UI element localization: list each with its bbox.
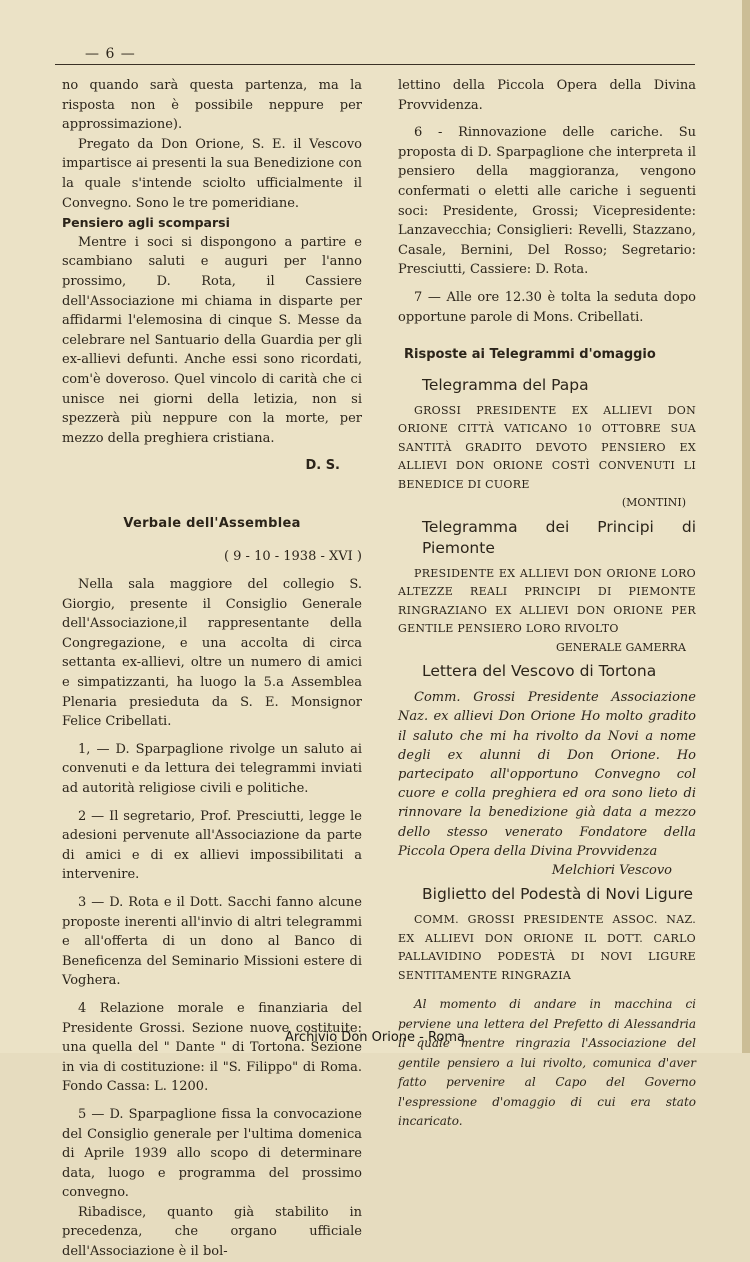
- paragraph: no quando sarà questa partenza, ma la risposta non è possibile neppure per approssimazione).: [62, 78, 362, 133]
- paragraph: Mentre i soci si dispongono a partire e scambiano saluti e auguri per l'anno prossimo, D. Rota, il Cassiere dell'Associazione mi chiama in disparte per affidarmi l'elemosina di cinque S. Messe da celebrare nel Santuario della Guardia per gli ex-allievi defunti. Anche essi sono ricordati, com'è doveroso. Quel vincolo di carità che ci unisce nei giorni della letizia, non si spezzerà più neppure con la morte, per mezzo della preghiera cristiana.: [62, 234, 362, 446]
- paragraph: Ribadisce, quanto già stabilito in precedenza, che organo ufficiale dell'Associazione è il bol-: [62, 1204, 362, 1260]
- paragraph: 4 Relazione morale e finanziaria del Presidente Grossi. Sezione nuove costituite: una quella del " Dante " di Tortona. Sezione in via di costituzione: il "S. Filippo" di Roma. Fondo Cassa: L. 1200.: [62, 1000, 362, 1095]
- telegram-principi-title: Telegramma dei Principi di Piemonte: [422, 517, 696, 557]
- paragraph: 7 — Alle ore 12.30 è tolta la seduta dopo opportune parole di Mons. Cribellati.: [398, 289, 696, 325]
- archive-footer: Archivio Don Orione - Roma: [284, 1030, 466, 1045]
- subheading-scomparsi: Pensiero agli scomparsi: [62, 215, 230, 231]
- right-column: [398, 76, 696, 1132]
- paragraph: 2 — Il segretario, Prof. Presciutti, legge le adesioni pervenute all'Associazione da parte di amici e di ex allievi impossibilitati a intervenire.: [62, 808, 362, 883]
- telegram-papa-title: Telegramma del Papa: [422, 375, 589, 394]
- paragraph: 1, — D. Sparpaglione rivolge un saluto ai convenuti e da lettura dei telegrammi inviati ad autorità religiose civili e politiche.: [62, 741, 362, 796]
- section-title-risposte: Risposte ai Telegrammi d'omaggio: [404, 347, 656, 363]
- paragraph: 6 - Rinnovazione delle cariche. Su proposta di D. Sparpaglione che interpreta il pensiero della maggioranza, vengono confermati o eletti alle cariche i seguenti soci: Presidente, Grossi; Vicepresidente: Lanzavecchia; Consiglieri: Revelli, Stazzano, Casale, Bernini, Del Rosso; Segretario: Presciutti, Cassiere: D. Rota.: [398, 125, 696, 278]
- letter-vescovo-title: Lettera del Vescovo di Tortona: [422, 662, 657, 681]
- letter-vescovo-body: Comm. Grossi Presidente Associazione Naz. ex allievi Don Orione Ho molto gradito il saluto che mi ha rivolto da Novi a nome degli ex alunni di Don Orione. Ho partecipato all'opportuno Convegno col cuore e colla preghiera ed ora sono lieto di rinnovare la benedizione già data a mezzo dello stesso venerato Fondatore della Piccola Opera della Divina Provvidenza: [398, 690, 696, 859]
- closing-note: Al momento di andare in macchina ci perviene una lettera del Prefetto di Alessandria il quale mentre ringrazia l'Associazione del gentile pensiero a lui rivolto, comunica d'aver fatto pervenire al Capo del Governo l'espressione d'omaggio di cui era stato incaricato.: [398, 997, 696, 1129]
- paragraph: Nella sala maggiore del collegio S. Giorgio, presente il Consiglio Generale dell'Associazione,il rappresentante della Congregazione, e una accolta di circa settanta ex-allievi, oltre un numero di amici e simpatizzanti, ha luogo la 5.a Assemblea Plenaria presieduta da S. E. Monsignor Felice Cribellati.: [62, 577, 362, 730]
- telegram-principi-signature: GENERALE GAMERRA: [555, 640, 686, 654]
- paragraph: lettino della Piccola Opera della Divina Provvidenza.: [398, 78, 696, 113]
- letter-vescovo-signature: Melchiori Vescovo: [551, 863, 672, 879]
- telegram-papa-signature: (MONTINI): [621, 496, 686, 510]
- paragraph: 3 — D. Rota e il Dott. Sacchi fanno alcune proposte inerenti all'invio di altri telegrammi e all'offerta di un dono al Banco di Beneficenza del Seminario Missioni estere di Voghera.: [62, 894, 362, 989]
- telegram-papa-body: GROSSI PRESIDENTE EX ALLIEVI DON ORIONE CITTÀ VATICANO 10 OTTOBRE SUA SANTITÀ GRADITO DEVOTO PENSIERO EX ALLIEVI DON ORIONE COSTÌ CONVENUTI LI BENEDICE DI CUORE: [398, 403, 696, 491]
- telegram-principi-body: PRESIDENTE EX ALLIEVI DON ORIONE LORO ALTEZZE REALI PRINCIPI DI PIEMONTE RINGRAZIANO EX ALLIEVI DON ORIONE PER GENTILE PENSIERO LORO RIVOLTO: [398, 566, 696, 636]
- section-title-verbale: Verbale dell'Assemblea: [123, 515, 301, 531]
- paragraph: Pregato da Don Orione, S. E. il Vescovo impartisce ai presenti la sua Benedizione con la quale s'intende sciolto ufficialmente il Convegno. Sono le tre pomeridiane.: [62, 136, 362, 211]
- header-rule: [55, 64, 695, 65]
- page-number: — 6 —: [85, 46, 136, 62]
- assembly-date: ( 9 - 10 - 1938 - XVI ): [223, 549, 362, 565]
- note-podesta-body: COMM. GROSSI PRESIDENTE ASSOC. NAZ. EX ALLIEVI DON ORIONE IL DOTT. CARLO PALLAVIDINO PODESTÀ DI NOVI LIGURE SENTITAMENTE RINGRAZIA: [398, 913, 696, 982]
- left-column: [62, 76, 362, 1262]
- page-edge: [742, 0, 750, 1053]
- note-podesta-title: Biglietto del Podestà di Novi Ligure: [422, 885, 694, 904]
- author-signature: D. S.: [305, 458, 340, 474]
- paragraph: 5 — D. Sparpaglione fissa la convocazione del Consiglio generale per l'ultima domenica di Aprile 1939 allo scopo di determinare data, luogo e programma del prossimo convegno.: [62, 1106, 362, 1201]
